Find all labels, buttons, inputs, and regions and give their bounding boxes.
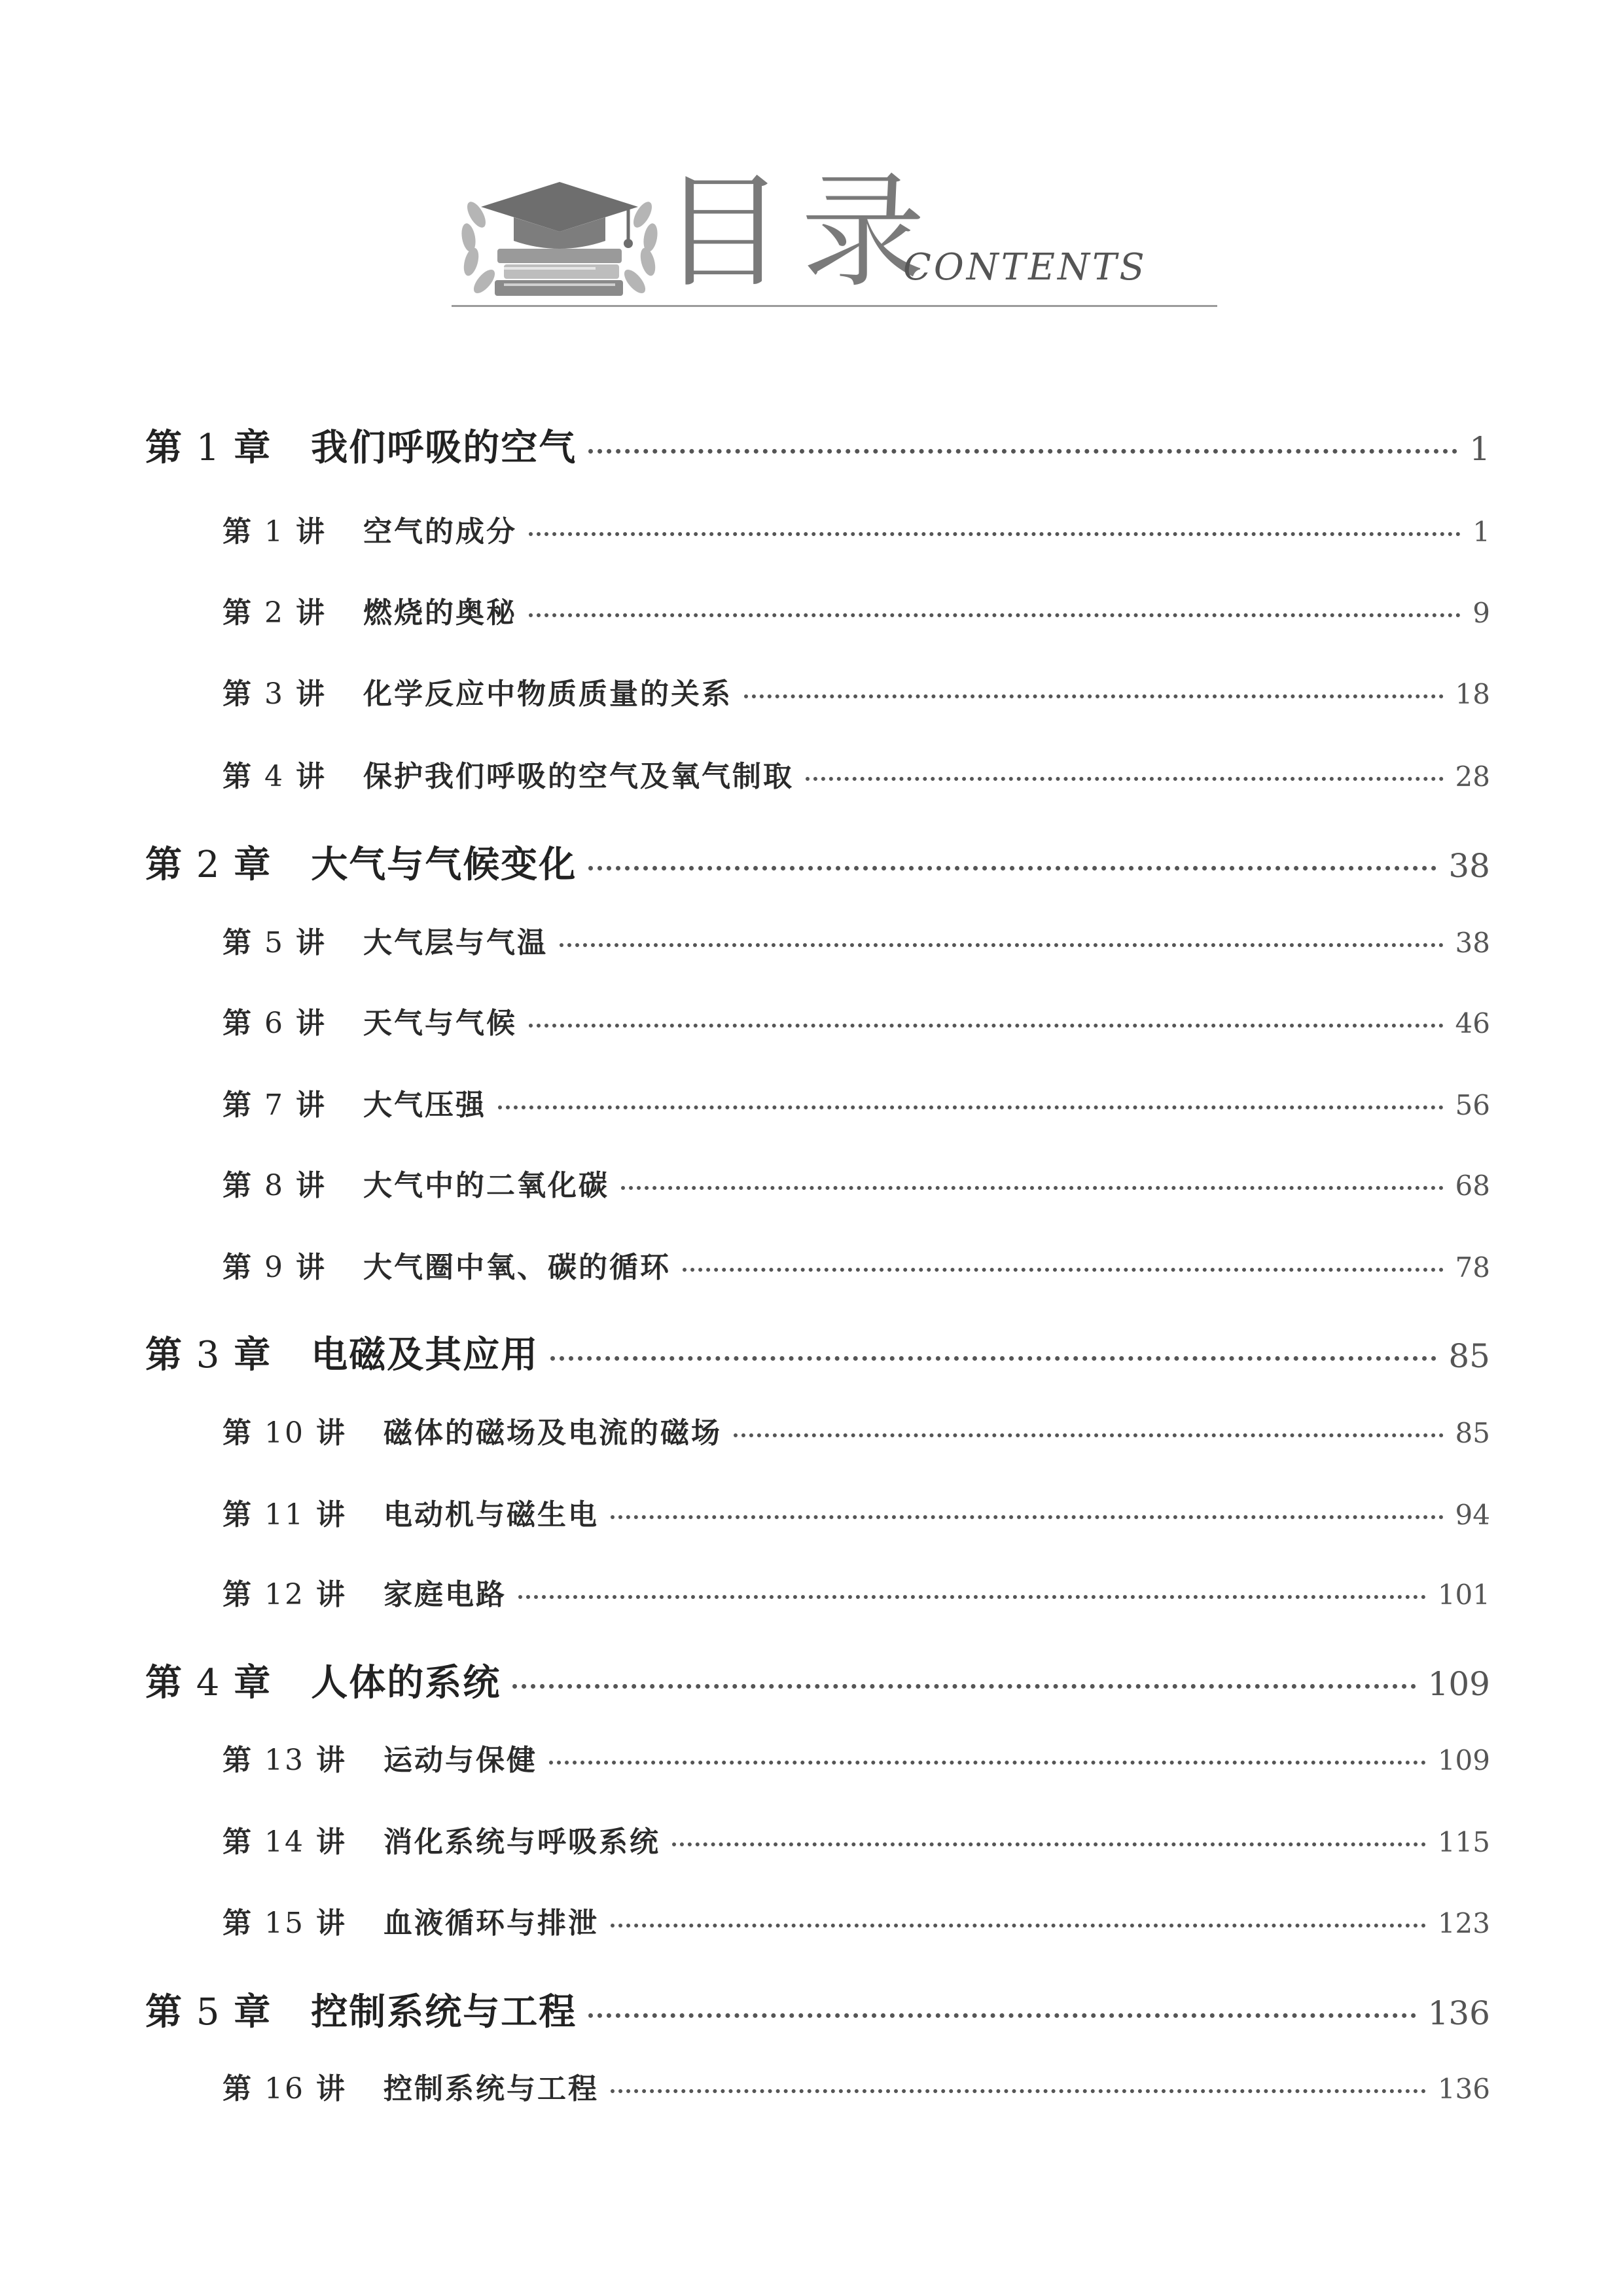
page-number: 28 xyxy=(1455,761,1490,793)
ordinal-suffix: 讲 xyxy=(295,596,327,630)
ordinal-number: 13 xyxy=(253,1744,316,1777)
ordinal-suffix: 讲 xyxy=(295,1088,327,1122)
page-number: 109 xyxy=(1437,1744,1490,1776)
toc-lecture-row[interactable] xyxy=(223,1736,1490,1778)
ordinal-suffix: 讲 xyxy=(295,1169,327,1202)
ordinal-prefix: 第 xyxy=(223,1088,253,1122)
toc-chapter-row[interactable] xyxy=(145,1326,1490,1378)
toc-lecture-row[interactable] xyxy=(223,670,1490,712)
lecture-label xyxy=(223,1162,609,1204)
ordinal-number: 3 xyxy=(253,677,296,711)
chapter-label xyxy=(145,419,577,471)
ordinal-suffix: 章 xyxy=(234,1661,272,1704)
dot-leader xyxy=(529,532,1461,536)
page-number: 56 xyxy=(1455,1089,1490,1121)
dot-leader xyxy=(498,1105,1444,1109)
dot-leader xyxy=(512,1684,1416,1689)
lecture-label xyxy=(223,2065,599,2107)
toc-chapter-row[interactable] xyxy=(145,419,1490,471)
chapter-title: 我们呼吸的空气 xyxy=(311,426,577,469)
chapter-label xyxy=(145,836,577,888)
toc-lecture-row[interactable] xyxy=(223,1899,1490,1941)
lecture-title: 大气压强 xyxy=(363,1088,486,1122)
page-number: 1 xyxy=(1472,516,1490,548)
toc-lecture-row[interactable] xyxy=(223,753,1490,795)
toc-lecture-row[interactable] xyxy=(223,1081,1490,1123)
ordinal-suffix: 讲 xyxy=(315,1498,347,1532)
ordinal-number: 1 xyxy=(253,515,296,548)
ordinal-number: 15 xyxy=(253,1907,316,1940)
ordinal-prefix: 第 xyxy=(223,1169,253,1202)
lecture-label xyxy=(223,1409,722,1451)
ordinal-number: 7 xyxy=(253,1088,296,1122)
page-number: 123 xyxy=(1437,1907,1490,1939)
toc-lecture-row[interactable] xyxy=(223,1818,1490,1860)
page-number: 136 xyxy=(1437,2073,1490,2105)
toc-lecture-row[interactable] xyxy=(223,508,1490,550)
ordinal-prefix: 第 xyxy=(223,760,253,793)
lecture-title: 大气层与气温 xyxy=(363,926,548,960)
ordinal-number: 5 xyxy=(253,926,296,960)
ordinal-number: 2 xyxy=(183,844,234,886)
ordinal-number: 5 xyxy=(183,1991,234,2034)
page-number: 38 xyxy=(1455,927,1490,959)
toc-lecture-row[interactable] xyxy=(223,1571,1490,1613)
dot-leader xyxy=(529,1024,1444,1028)
ordinal-prefix: 第 xyxy=(145,1333,183,1376)
ordinal-number: 2 xyxy=(253,596,296,630)
ordinal-suffix: 章 xyxy=(234,843,272,886)
ordinal-prefix: 第 xyxy=(223,1578,253,1611)
ordinal-number: 6 xyxy=(253,1007,296,1040)
page-number: 78 xyxy=(1455,1251,1490,1283)
dot-leader xyxy=(734,1433,1444,1437)
lecture-title: 空气的成分 xyxy=(363,515,517,548)
lecture-label xyxy=(223,670,732,712)
page-number: 85 xyxy=(1448,1337,1490,1375)
dot-leader xyxy=(518,1595,1426,1599)
ordinal-number: 10 xyxy=(253,1416,316,1450)
chapter-title: 大气与气候变化 xyxy=(311,843,577,886)
ordinal-suffix: 讲 xyxy=(315,1744,347,1777)
ordinal-suffix: 章 xyxy=(234,1333,272,1376)
ordinal-suffix: 讲 xyxy=(315,2072,347,2106)
lecture-title: 磁体的磁场及电流的磁场 xyxy=(383,1416,722,1450)
toc-chapter-row[interactable] xyxy=(145,1983,1490,2036)
toc-lecture-row[interactable] xyxy=(223,589,1490,631)
ordinal-suffix: 讲 xyxy=(295,1251,327,1284)
lecture-label xyxy=(223,1244,671,1285)
dot-leader xyxy=(621,1186,1444,1190)
ordinal-number: 4 xyxy=(253,760,296,793)
ordinal-prefix: 第 xyxy=(145,1990,183,2034)
lecture-label xyxy=(223,1899,599,1941)
ordinal-prefix: 第 xyxy=(223,1007,253,1040)
lecture-title: 运动与保健 xyxy=(383,1744,537,1777)
ordinal-number: 11 xyxy=(253,1498,316,1532)
chapter-label xyxy=(145,1983,577,2036)
toc-chapter-row[interactable] xyxy=(145,836,1490,888)
dot-leader xyxy=(549,1761,1426,1765)
lecture-label xyxy=(223,1571,507,1613)
lecture-label xyxy=(223,1818,660,1860)
ordinal-number: 8 xyxy=(253,1169,296,1202)
ordinal-number: 12 xyxy=(253,1578,316,1611)
toc-lecture-row[interactable] xyxy=(223,1409,1490,1451)
dot-leader xyxy=(611,1515,1444,1519)
ordinal-number: 4 xyxy=(183,1662,234,1704)
chapter-title: 人体的系统 xyxy=(311,1661,501,1704)
lecture-title: 大气中的二氧化碳 xyxy=(363,1169,609,1202)
lecture-label xyxy=(223,919,548,961)
ordinal-suffix: 章 xyxy=(234,426,272,469)
page-number: 115 xyxy=(1437,1826,1490,1858)
chapter-title: 控制系统与工程 xyxy=(311,1990,577,2034)
ordinal-number: 14 xyxy=(253,1825,316,1859)
page-number: 68 xyxy=(1455,1170,1490,1202)
ordinal-number: 3 xyxy=(183,1334,234,1376)
page-title: 目录 xyxy=(661,160,942,304)
ordinal-suffix: 讲 xyxy=(295,1007,327,1040)
ordinal-suffix: 讲 xyxy=(295,677,327,711)
ordinal-prefix: 第 xyxy=(223,2072,253,2106)
dot-leader xyxy=(588,449,1457,454)
ordinal-number: 16 xyxy=(253,2072,316,2106)
dot-leader xyxy=(611,2089,1426,2093)
page-number: 1 xyxy=(1469,430,1490,468)
page-number: 46 xyxy=(1455,1007,1490,1039)
toc-lecture-row[interactable] xyxy=(223,919,1490,961)
lecture-title: 电动机与磁生电 xyxy=(383,1498,599,1532)
ordinal-prefix: 第 xyxy=(223,1498,253,1532)
lecture-label xyxy=(223,508,517,550)
lecture-title: 控制系统与工程 xyxy=(383,2072,599,2106)
lecture-title: 家庭电路 xyxy=(383,1578,507,1611)
ordinal-prefix: 第 xyxy=(223,1907,253,1940)
lecture-label xyxy=(223,1491,599,1533)
chapter-label xyxy=(145,1654,501,1706)
ordinal-suffix: 讲 xyxy=(295,515,327,548)
dot-leader xyxy=(560,943,1444,947)
ordinal-prefix: 第 xyxy=(223,1744,253,1777)
ordinal-suffix: 讲 xyxy=(295,926,327,960)
ordinal-number: 1 xyxy=(183,427,234,469)
page-number: 101 xyxy=(1437,1579,1490,1611)
lecture-title: 燃烧的奥秘 xyxy=(363,596,517,630)
dot-leader xyxy=(611,1924,1426,1928)
page-number: 94 xyxy=(1455,1499,1490,1531)
page-number: 136 xyxy=(1427,1994,1490,2032)
page-title-english: CONTENTS xyxy=(903,246,1147,289)
toc-lecture-row[interactable] xyxy=(223,1162,1490,1204)
dot-leader xyxy=(672,1842,1426,1846)
ordinal-prefix: 第 xyxy=(145,843,183,886)
ordinal-prefix: 第 xyxy=(145,1661,183,1704)
toc-lecture-row[interactable] xyxy=(223,999,1490,1041)
toc-lecture-row[interactable] xyxy=(223,1491,1490,1533)
dot-leader xyxy=(588,866,1436,870)
page-number: 18 xyxy=(1455,678,1490,710)
ordinal-suffix: 讲 xyxy=(315,1578,347,1611)
page-number: 85 xyxy=(1455,1417,1490,1449)
ordinal-suffix: 讲 xyxy=(295,760,327,793)
dot-leader xyxy=(588,2013,1416,2018)
ordinal-suffix: 讲 xyxy=(315,1825,347,1859)
lecture-label xyxy=(223,753,794,795)
lecture-title: 化学反应中物质质量的关系 xyxy=(363,677,732,711)
lecture-title: 消化系统与呼吸系统 xyxy=(383,1825,660,1859)
ordinal-prefix: 第 xyxy=(223,926,253,960)
dot-leader xyxy=(806,777,1444,781)
page-number: 109 xyxy=(1427,1665,1490,1703)
toc-lecture-row[interactable] xyxy=(223,1244,1490,1285)
lecture-label xyxy=(223,589,517,631)
lecture-title: 大气圈中氧、碳的循环 xyxy=(363,1251,671,1284)
dot-leader xyxy=(744,694,1444,698)
dot-leader xyxy=(550,1356,1436,1361)
toc-lecture-row[interactable] xyxy=(223,2065,1490,2107)
chapter-title: 电磁及其应用 xyxy=(311,1333,539,1376)
ordinal-number: 9 xyxy=(253,1251,296,1284)
ordinal-prefix: 第 xyxy=(223,1416,253,1450)
ordinal-prefix: 第 xyxy=(223,1825,253,1859)
page-number: 38 xyxy=(1448,847,1490,885)
lecture-title: 保护我们呼吸的空气及氧气制取 xyxy=(363,760,794,793)
ordinal-prefix: 第 xyxy=(223,677,253,711)
toc-chapter-row[interactable] xyxy=(145,1654,1490,1706)
ordinal-prefix: 第 xyxy=(223,1251,253,1284)
dot-leader xyxy=(529,613,1461,617)
page-number: 9 xyxy=(1472,597,1490,629)
lecture-label xyxy=(223,1736,537,1778)
ordinal-prefix: 第 xyxy=(223,515,253,548)
dot-leader xyxy=(683,1268,1444,1272)
ordinal-suffix: 讲 xyxy=(315,1907,347,1940)
ordinal-suffix: 章 xyxy=(234,1990,272,2034)
ordinal-prefix: 第 xyxy=(145,426,183,469)
lecture-title: 血液循环与排泄 xyxy=(383,1907,599,1940)
lecture-title: 天气与气候 xyxy=(363,1007,517,1040)
ordinal-suffix: 讲 xyxy=(315,1416,347,1450)
chapter-label xyxy=(145,1326,539,1378)
ordinal-prefix: 第 xyxy=(223,596,253,630)
lecture-label xyxy=(223,999,517,1041)
lecture-label xyxy=(223,1081,486,1123)
